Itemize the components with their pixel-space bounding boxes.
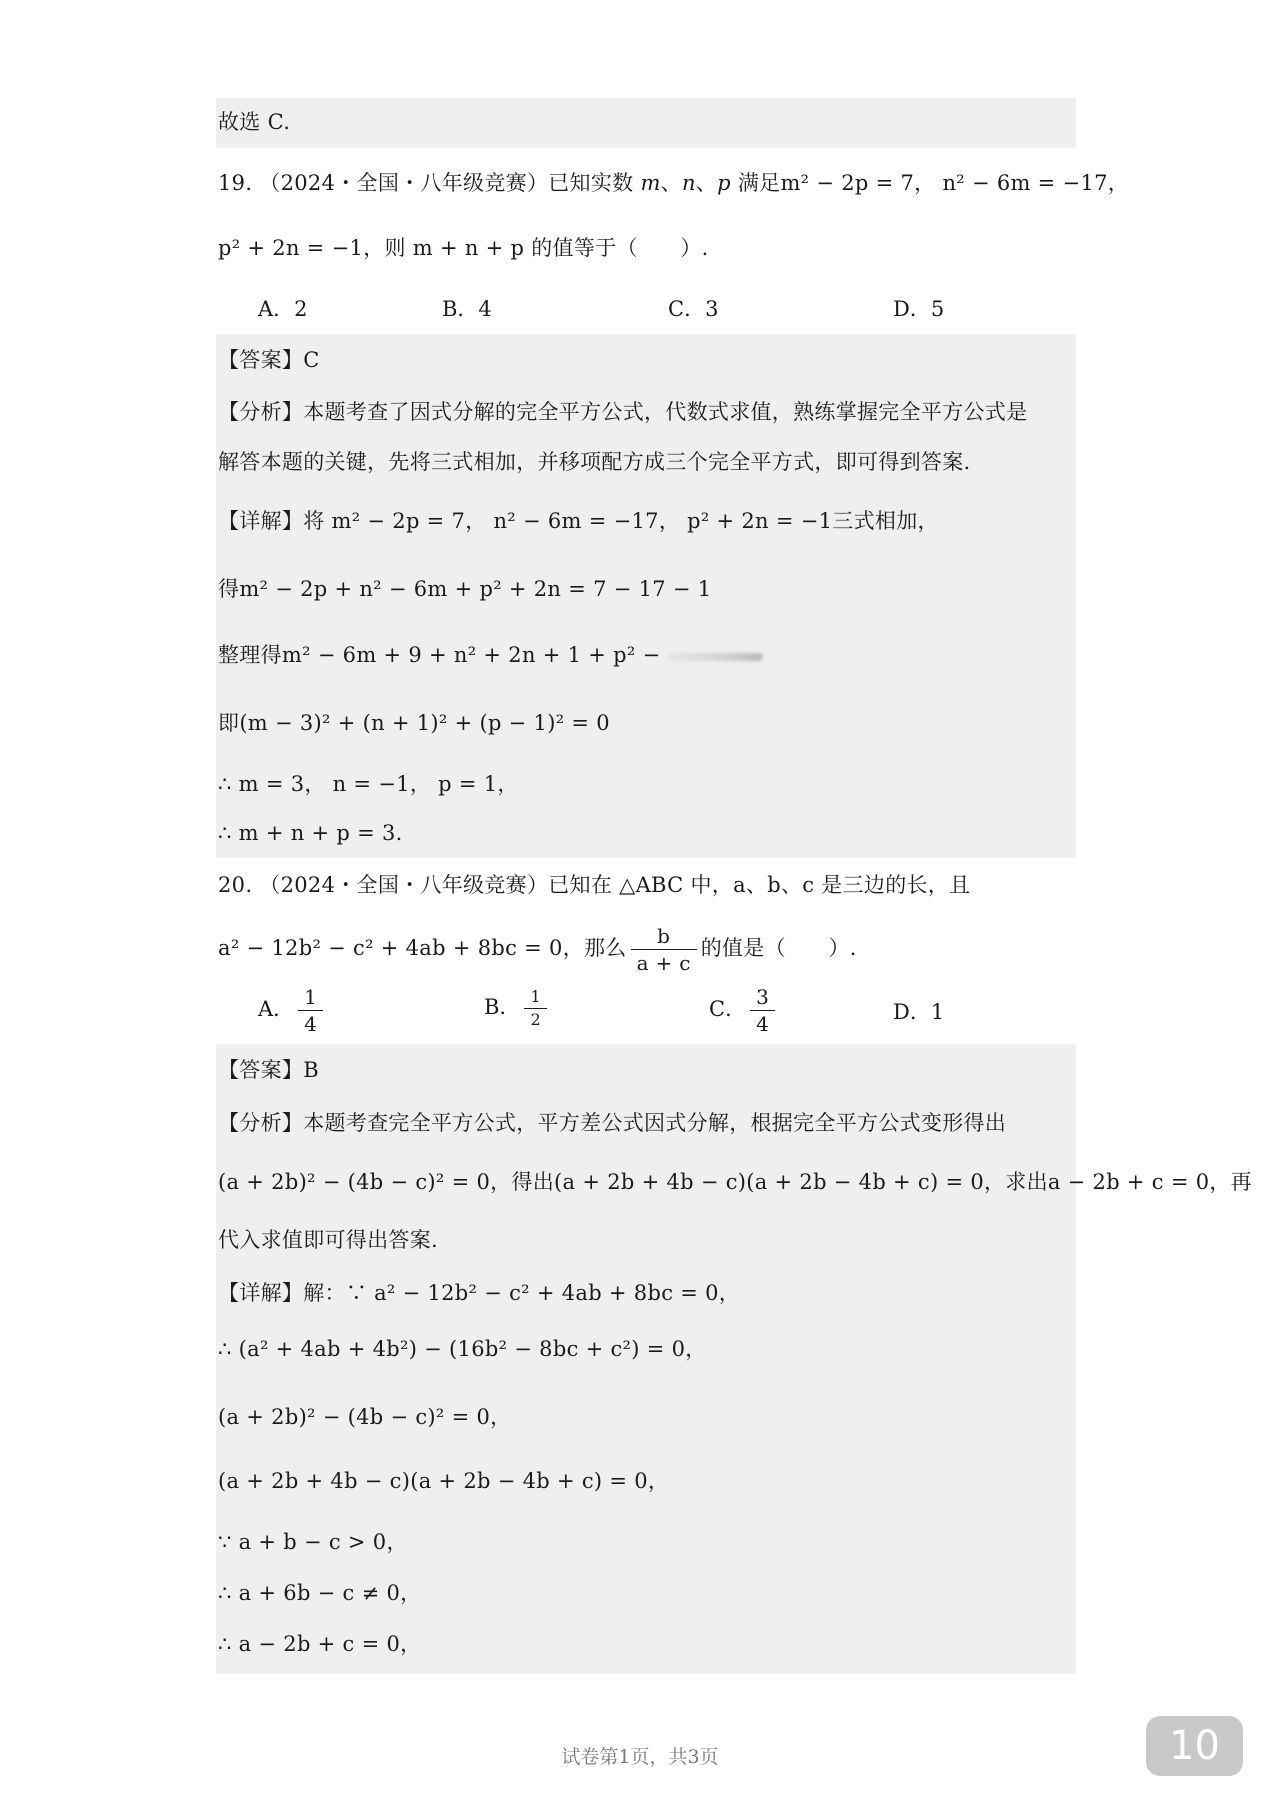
q20-detail-3: (a + 2b)² − (4b − c)² = 0， [218,1405,512,1429]
q19-step-2: 整理得m² − 6m + 9 + n² + 2n + 1 + p² − [218,640,763,670]
q19-source: （2024・全国・八年级竞赛） [259,171,549,195]
q19-eq1: m² − 2p = 7 [780,171,915,195]
q20-equation: a² − 12b² − c² + 4ab + 8bc = 0 [218,936,563,960]
q20-option-b: B． $\frac{1}{2}$ [484,986,551,1031]
q19-answer-tag: 【答案】 [218,348,304,372]
q20-option-c: C． $\frac{3}{4}$ [709,984,779,1037]
q20-ask-line: a² − 12b² − c² + 4ab + 8bc = 0，那么 $\frac{b}{a + c}$ 的值是（ ）. [218,924,857,975]
q19-var-m: m [640,171,661,195]
q19-detail-tag: 【详解】 [218,509,304,533]
q20-fraction: $\frac{b}{a + c}$ [631,923,697,976]
q20-detail-7: ∴ a − 2b + c = 0， [218,1632,422,1656]
q20-analysis-line-1: 【分析】本题考查完全平方公式，平方差公式因式分解，根据完全平方公式变形得出 [218,1111,1007,1135]
prev-conclusion: 故选 C. [218,110,291,134]
q20-analysis-line-3: 代入求值即可得出答案. [218,1228,438,1252]
q19-analysis-tag: 【分析】 [218,400,304,424]
q19-step-5: ∴ m + n + p = 3. [218,821,403,845]
q19-answer [218,345,320,375]
q19-detail-line: 【详解】将 m² − 2p = 7， n² − 6m = −17， p² + 2n = −1三式相加， [218,509,939,533]
q19-var-p: p [717,171,731,195]
q20-option-a: A． $\frac{1}{4}$ [258,984,327,1037]
q20-option-d: D．1 [893,1000,945,1024]
q19-option-c: C．3 [668,297,719,321]
q19-stem: 19. （2024・全国・八年级竞赛）已知实数 m、n、p 满足m² − 2p = 7， n² − 6m = −17， [218,171,1130,195]
q19-stem-cond: 满足 [737,171,781,195]
q20-detail-line: 【详解】解：∵ a² − 12b² − c² + 4ab + 8bc = 0， [218,1281,741,1305]
q19-analysis-line-1: 【分析】本题考查了因式分解的完全平方公式，代数式求值，熟练掌握完全平方公式是 [218,400,1028,424]
q19-number: 19. [218,171,253,195]
q19-option-b: B．4 [442,297,492,321]
q20-detail-4: (a + 2b + 4b − c)(a + 2b − 4b + c) = 0， [218,1469,670,1493]
q19-eq3: p² + 2n = −1 [218,236,364,260]
q19-step-3: 即(m − 3)² + (n + 1)² + (p − 1)² = 0 [218,711,610,735]
q20-detail-6: ∴ a + 6b − c ≠ 0， [218,1581,422,1605]
q19-stem-lead: 已知实数 [548,171,634,195]
q19-ask-line: p² + 2n = −1，则 m + n + p 的值等于（ ）. [218,236,709,260]
redaction-blur [667,653,763,661]
q20-answer-value: B [303,1058,319,1082]
q19-ask: 则 m + n + p 的值等于（ ）. [384,236,709,260]
q19-option-d: D．5 [893,297,945,321]
q19-step-4: ∴ m = 3， n = −1， p = 1， [218,772,519,796]
q20-answer-tag: 【答案】 [218,1058,304,1082]
answer-block-prev [216,98,1076,148]
q19-eq2: n² − 6m = −17 [942,171,1108,195]
page-number-badge: 10 [1146,1716,1243,1776]
q20-detail-tag: 【详解】 [218,1281,304,1305]
q20-answer [218,1055,319,1085]
q20-analysis-tag: 【分析】 [218,1111,304,1135]
q20-stem: 20. （2024・全国・八年级竞赛）已知在 △ABC 中，a、b、c 是三边的长，且 [218,873,971,897]
q19-step-1: 得m² − 2p + n² − 6m + p² + 2n = 7 − 17 − 1 [218,577,712,601]
q19-var-n: n [681,171,696,195]
q19-answer-value: C [303,348,320,372]
q20-source: （2024・全国・八年级竞赛） [259,873,549,897]
q20-number: 20. [218,873,253,897]
page-footer: 试卷第1页，共3页 [561,1746,719,1768]
q19-option-a: A．2 [258,297,308,321]
q20-detail-2: ∴ (a² + 4ab + 4b²) − (16b² − 8bc + c²) = 0， [218,1337,707,1361]
q20-analysis-line-2: (a + 2b)² − (4b − c)² = 0，得出(a + 2b + 4b − c)(a + 2b − 4b + c) = 0，求出a − 2b + c = 0，再 [218,1170,1252,1194]
q19-analysis-line-2: 解答本题的关键，先将三式相加，并移项配方成三个完全平方式，即可得到答案. [218,450,971,474]
q20-detail-5: ∵ a + b − c > 0， [218,1530,408,1554]
